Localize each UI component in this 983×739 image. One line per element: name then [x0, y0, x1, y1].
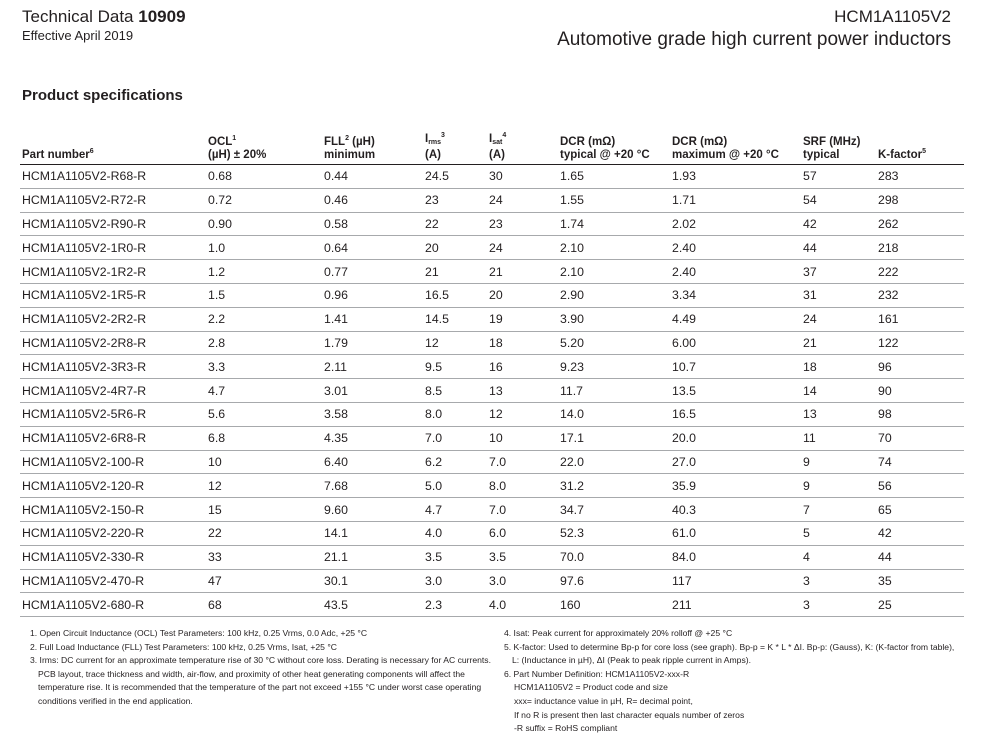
isat-cell: 10: [487, 426, 558, 450]
footnote-continuation: L: (Inductance in µH), ΔI (Peak to peak ripple current in Amps).: [512, 655, 752, 666]
table-row: [20, 450, 964, 474]
doc-title: [22, 7, 186, 27]
table-row: [20, 331, 964, 355]
part-number-cell: HCM1A1105V2-120-R: [20, 474, 206, 498]
part-series: HCM1A1105V2: [834, 7, 951, 26]
spec-table: [20, 129, 964, 617]
fll-cell: 0.77: [322, 260, 423, 284]
isat-cell: 3.5: [487, 545, 558, 569]
k-factor-cell: 232: [876, 283, 964, 307]
isat-cell: 7.0: [487, 498, 558, 522]
k-factor-cell: 161: [876, 307, 964, 331]
k-factor-cell: 25: [876, 593, 964, 617]
isat-cell: 18: [487, 331, 558, 355]
dcr-maximum-cell: 40.3: [670, 498, 801, 522]
ocl-cell: 3.3: [206, 355, 322, 379]
dcr-typical-cell: 2.10: [558, 260, 670, 284]
dcr-maximum-cell: 2.40: [670, 236, 801, 260]
fll-cell: 0.44: [322, 165, 423, 189]
effective-date: Effective April 2019: [22, 28, 134, 43]
dcr-typical-cell: 160: [558, 593, 670, 617]
isat-cell: 23: [487, 212, 558, 236]
srf-cell: 5: [801, 521, 876, 545]
table-row: [20, 402, 964, 426]
fll-cell: 21.1: [322, 545, 423, 569]
isat-cell: 8.0: [487, 474, 558, 498]
ocl-cell: 15: [206, 498, 322, 522]
footnote: 4. Isat: Peak current for approximately 20% rolloff @ +25 °C: [504, 628, 733, 638]
part-number-cell: HCM1A1105V2-R90-R: [20, 212, 206, 236]
srf-cell: 9: [801, 450, 876, 474]
table-row: [20, 426, 964, 450]
footnote-continuation: HCM1A1105V2 = Product code and size: [514, 682, 668, 693]
fll-cell: 4.35: [322, 426, 423, 450]
k-factor-cell: 218: [876, 236, 964, 260]
irms-cell: 20: [423, 236, 487, 260]
ocl-cell: 68: [206, 593, 322, 617]
footnote-continuation: PCB layout, trace thickness and width, air-flow, and proximity of other heat generating components will affect the: [38, 668, 465, 679]
dcr-typical-cell: 22.0: [558, 450, 670, 474]
k-factor-cell: 74: [876, 450, 964, 474]
table-row: [20, 307, 964, 331]
dcr-typical-cell: 97.6: [558, 569, 670, 593]
irms-cell: 6.2: [423, 450, 487, 474]
part-number-cell: HCM1A1105V2-1R5-R: [20, 283, 206, 307]
spec-table-body: [20, 165, 964, 617]
srf-cell: 14: [801, 379, 876, 403]
k-factor-cell: 35: [876, 569, 964, 593]
irms-cell: 22: [423, 212, 487, 236]
srf-cell: 3: [801, 593, 876, 617]
srf-cell: 57: [801, 165, 876, 189]
fll-cell: 30.1: [322, 569, 423, 593]
dcr-typical-cell: 11.7: [558, 379, 670, 403]
srf-cell: 3: [801, 569, 876, 593]
ocl-cell: 10: [206, 450, 322, 474]
ocl-cell: 47: [206, 569, 322, 593]
footnote-continuation: -R suffix = RoHS compliant: [514, 723, 618, 734]
footnote-continuation: conditions verified in the end application.: [38, 695, 193, 706]
table-row: [20, 165, 964, 189]
srf-cell: 54: [801, 188, 876, 212]
fll-cell: 0.64: [322, 236, 423, 260]
dcr-typical-cell: 70.0: [558, 545, 670, 569]
col-part-number: Part number$^6$: [20, 129, 206, 165]
part-number-cell: HCM1A1105V2-3R3-R: [20, 355, 206, 379]
dcr-maximum-cell: 35.9: [670, 474, 801, 498]
ocl-cell: 12: [206, 474, 322, 498]
irms-cell: 8.5: [423, 379, 487, 403]
srf-cell: 13: [801, 402, 876, 426]
col-dcr-typical: DCR (mΩ) typical @ +20 °C: [558, 129, 670, 165]
dcr-typical-cell: 52.3: [558, 521, 670, 545]
fll-cell: 0.96: [322, 283, 423, 307]
part-number-cell: HCM1A1105V2-2R2-R: [20, 307, 206, 331]
ocl-cell: 0.90: [206, 212, 322, 236]
dcr-typical-cell: 1.55: [558, 188, 670, 212]
ocl-cell: 0.68: [206, 165, 322, 189]
dcr-maximum-cell: 1.93: [670, 165, 801, 189]
table-row: [20, 379, 964, 403]
srf-cell: 42: [801, 212, 876, 236]
dcr-maximum-cell: 16.5: [670, 402, 801, 426]
fll-cell: 1.79: [322, 331, 423, 355]
col-dcr-maximum: DCR (mΩ) maximum @ +20 °C: [670, 129, 801, 165]
dcr-typical-cell: 34.7: [558, 498, 670, 522]
k-factor-cell: 262: [876, 212, 964, 236]
isat-cell: 20: [487, 283, 558, 307]
table-row: [20, 545, 964, 569]
irms-cell: 4.0: [423, 521, 487, 545]
isat-cell: 24: [487, 188, 558, 212]
dcr-maximum-cell: 117: [670, 569, 801, 593]
srf-cell: 11: [801, 426, 876, 450]
table-row: [20, 521, 964, 545]
ocl-cell: 1.2: [206, 260, 322, 284]
irms-cell: 5.0: [423, 474, 487, 498]
fll-cell: 9.60: [322, 498, 423, 522]
ocl-cell: 33: [206, 545, 322, 569]
part-number-cell: HCM1A1105V2-330-R: [20, 545, 206, 569]
header-left: [22, 7, 186, 43]
fll-cell: 43.5: [322, 593, 423, 617]
ocl-cell: 1.0: [206, 236, 322, 260]
fll-cell: 2.11: [322, 355, 423, 379]
fll-cell: 3.58: [322, 402, 423, 426]
irms-cell: 9.5: [423, 355, 487, 379]
footnote: 3. Irms: DC current for an approximate temperature rise of 30 °C without core loss. Derating is necessary for AC currents.: [30, 655, 491, 666]
dcr-maximum-cell: 4.49: [670, 307, 801, 331]
isat-cell: 21: [487, 260, 558, 284]
dcr-maximum-cell: 6.00: [670, 331, 801, 355]
col-irms: $I_{rms}^3$ (A): [423, 129, 487, 165]
doc-title-prefix: Technical Data: [22, 7, 134, 26]
fll-cell: 0.58: [322, 212, 423, 236]
part-number-cell: HCM1A1105V2-680-R: [20, 593, 206, 617]
fll-cell: 7.68: [322, 474, 423, 498]
footnote-continuation: If no R is present then last character equals number of zeros: [514, 709, 745, 720]
header-right: [557, 7, 951, 51]
part-number-cell: HCM1A1105V2-1R0-R: [20, 236, 206, 260]
dcr-typical-cell: 1.65: [558, 165, 670, 189]
dcr-maximum-cell: 211: [670, 593, 801, 617]
part-number-cell: HCM1A1105V2-R68-R: [20, 165, 206, 189]
irms-cell: 12: [423, 331, 487, 355]
k-factor-cell: 298: [876, 188, 964, 212]
table-row: [20, 569, 964, 593]
isat-cell: 7.0: [487, 450, 558, 474]
dcr-typical-cell: 9.23: [558, 355, 670, 379]
col-ocl: OCL$^1$ (µH) ± 20%: [206, 129, 322, 165]
srf-cell: 31: [801, 283, 876, 307]
isat-cell: 3.0: [487, 569, 558, 593]
table-header-row: [20, 129, 964, 165]
footnote-continuation: temperature rise. It is recommended that the temperature of the part not exceed +155 °C under worst case operating: [38, 682, 482, 693]
part-number-cell: HCM1A1105V2-2R8-R: [20, 331, 206, 355]
irms-cell: 24.5: [423, 165, 487, 189]
table-row: [20, 355, 964, 379]
table-row: [20, 212, 964, 236]
irms-cell: 14.5: [423, 307, 487, 331]
col-k-factor: K-factor$^5$: [876, 129, 964, 165]
k-factor-cell: 90: [876, 379, 964, 403]
k-factor-cell: 42: [876, 521, 964, 545]
dcr-typical-cell: 17.1: [558, 426, 670, 450]
footnotes-left: [30, 627, 500, 709]
srf-cell: 7: [801, 498, 876, 522]
dcr-maximum-cell: 27.0: [670, 450, 801, 474]
irms-cell: 3.5: [423, 545, 487, 569]
isat-cell: 13: [487, 379, 558, 403]
isat-cell: 19: [487, 307, 558, 331]
ocl-cell: 2.2: [206, 307, 322, 331]
ocl-cell: 22: [206, 521, 322, 545]
footnote: 6. Part Number Definition: HCM1A1105V2-xxx-R: [504, 668, 690, 679]
dcr-typical-cell: 14.0: [558, 402, 670, 426]
ocl-cell: 0.72: [206, 188, 322, 212]
fll-cell: 3.01: [322, 379, 423, 403]
part-number-cell: HCM1A1105V2-1R2-R: [20, 260, 206, 284]
section-title: Product specifications: [22, 87, 183, 104]
dcr-maximum-cell: 1.71: [670, 188, 801, 212]
part-number-cell: HCM1A1105V2-150-R: [20, 498, 206, 522]
k-factor-cell: 98: [876, 402, 964, 426]
srf-cell: 21: [801, 331, 876, 355]
dcr-maximum-cell: 20.0: [670, 426, 801, 450]
dcr-maximum-cell: 2.02: [670, 212, 801, 236]
footnote-continuation: xxx= inductance value in µH, R= decimal point,: [514, 695, 693, 706]
irms-cell: 23: [423, 188, 487, 212]
part-number-cell: HCM1A1105V2-470-R: [20, 569, 206, 593]
fll-cell: 6.40: [322, 450, 423, 474]
col-srf: SRF (MHz) typical: [801, 129, 876, 165]
irms-cell: 7.0: [423, 426, 487, 450]
irms-cell: 2.3: [423, 593, 487, 617]
dcr-maximum-cell: 2.40: [670, 260, 801, 284]
k-factor-cell: 56: [876, 474, 964, 498]
dcr-maximum-cell: 84.0: [670, 545, 801, 569]
dcr-maximum-cell: 10.7: [670, 355, 801, 379]
srf-cell: 4: [801, 545, 876, 569]
isat-cell: 16: [487, 355, 558, 379]
col-isat: $I_{sat}^4$ (A): [487, 129, 558, 165]
isat-cell: 30: [487, 165, 558, 189]
dcr-maximum-cell: 61.0: [670, 521, 801, 545]
dcr-typical-cell: 5.20: [558, 331, 670, 355]
table-row: [20, 498, 964, 522]
k-factor-cell: 222: [876, 260, 964, 284]
table-row: [20, 260, 964, 284]
part-number-cell: HCM1A1105V2-4R7-R: [20, 379, 206, 403]
irms-cell: 3.0: [423, 569, 487, 593]
dcr-typical-cell: 2.10: [558, 236, 670, 260]
footnote: 1. Open Circuit Inductance (OCL) Test Parameters: 100 kHz, 0.25 Vrms, 0.0 Adc, +25 °C: [30, 628, 368, 638]
table-row: [20, 474, 964, 498]
part-number-cell: HCM1A1105V2-R72-R: [20, 188, 206, 212]
table-row: [20, 593, 964, 617]
k-factor-cell: 122: [876, 331, 964, 355]
doc-number: 10909: [138, 7, 186, 26]
isat-cell: 12: [487, 402, 558, 426]
srf-cell: 24: [801, 307, 876, 331]
fll-cell: 1.41: [322, 307, 423, 331]
srf-cell: 18: [801, 355, 876, 379]
ocl-cell: 2.8: [206, 331, 322, 355]
dcr-maximum-cell: 3.34: [670, 283, 801, 307]
k-factor-cell: 44: [876, 545, 964, 569]
isat-cell: 24: [487, 236, 558, 260]
irms-cell: 21: [423, 260, 487, 284]
part-number-cell: HCM1A1105V2-220-R: [20, 521, 206, 545]
k-factor-cell: 96: [876, 355, 964, 379]
srf-cell: 37: [801, 260, 876, 284]
isat-cell: 6.0: [487, 521, 558, 545]
ocl-cell: 6.8: [206, 426, 322, 450]
ocl-cell: 4.7: [206, 379, 322, 403]
ocl-cell: 1.5: [206, 283, 322, 307]
fll-cell: 14.1: [322, 521, 423, 545]
dcr-typical-cell: 3.90: [558, 307, 670, 331]
footnote: 5. K-factor: Used to determine Bp-p for core loss (see graph). Bp-p = K * L * ΔI. Bp-p: (Gauss), K: (K-factor from table),: [504, 641, 955, 652]
srf-cell: 9: [801, 474, 876, 498]
isat-cell: 4.0: [487, 593, 558, 617]
ocl-cell: 5.6: [206, 402, 322, 426]
dcr-typical-cell: 2.90: [558, 283, 670, 307]
irms-cell: 4.7: [423, 498, 487, 522]
k-factor-cell: 70: [876, 426, 964, 450]
table-row: [20, 236, 964, 260]
table-row: [20, 188, 964, 212]
part-number-cell: HCM1A1105V2-6R8-R: [20, 426, 206, 450]
part-number-cell: HCM1A1105V2-5R6-R: [20, 402, 206, 426]
irms-cell: 8.0: [423, 402, 487, 426]
col-fll: FLL$^2$ (µH) minimum: [322, 129, 423, 165]
dcr-typical-cell: 1.74: [558, 212, 670, 236]
k-factor-cell: 65: [876, 498, 964, 522]
part-number-cell: HCM1A1105V2-100-R: [20, 450, 206, 474]
footnote: 2. Full Load Inductance (FLL) Test Parameters: 100 kHz, 0.25 Vrms, Isat, +25 °C: [30, 641, 337, 652]
table-row: [20, 283, 964, 307]
product-description: Automotive grade high current power inductors: [557, 29, 951, 50]
fll-cell: 0.46: [322, 188, 423, 212]
irms-cell: 16.5: [423, 283, 487, 307]
dcr-typical-cell: 31.2: [558, 474, 670, 498]
dcr-maximum-cell: 13.5: [670, 379, 801, 403]
k-factor-cell: 283: [876, 165, 964, 189]
srf-cell: 44: [801, 236, 876, 260]
footnotes-right: [504, 627, 964, 736]
